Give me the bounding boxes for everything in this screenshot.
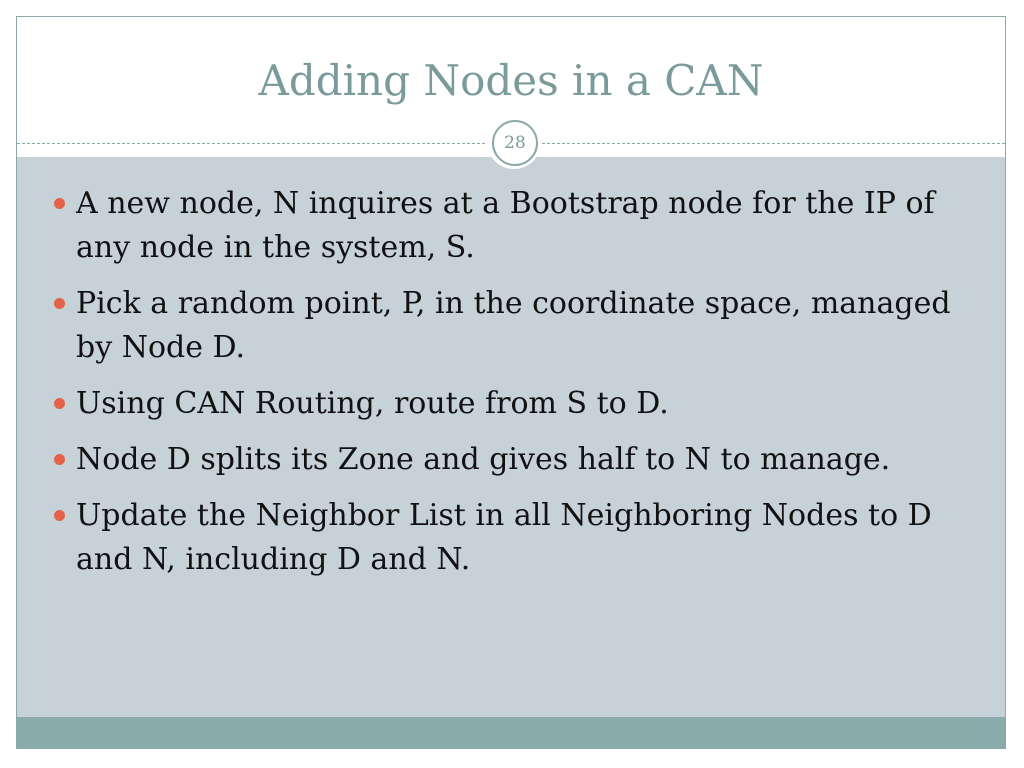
- slide: [16, 16, 1006, 749]
- bullet-item: [54, 282, 974, 370]
- bullet-item: [54, 494, 974, 582]
- page-number-badge: [487, 115, 541, 169]
- bullet-list: [54, 182, 974, 594]
- bullet-item: [54, 182, 974, 270]
- bullet-dot-icon: [54, 398, 65, 409]
- footer-band: [17, 717, 1005, 749]
- bullet-item: [54, 382, 974, 426]
- bullet-text: Using CAN Routing, route from S to D.: [76, 386, 669, 421]
- bullet-text: Pick a random point, P, in the coordinate space, managed by Node D.: [76, 286, 951, 365]
- bullet-dot-icon: [54, 510, 65, 521]
- bullet-text: Update the Neighbor List in all Neighboring Nodes to D and N, including D and N.: [76, 498, 932, 577]
- slide-title: Adding Nodes in a CAN: [258, 56, 764, 105]
- bullet-item: [54, 438, 974, 482]
- bullet-dot-icon: [54, 454, 65, 465]
- bullet-dot-icon: [54, 198, 65, 209]
- bullet-text: Node D splits its Zone and gives half to N to manage.: [76, 442, 891, 477]
- bullet-text: A new node, N inquires at a Bootstrap node for the IP of any node in the system, S.: [76, 186, 935, 265]
- page-number: 28: [492, 120, 538, 166]
- bullet-dot-icon: [54, 298, 65, 309]
